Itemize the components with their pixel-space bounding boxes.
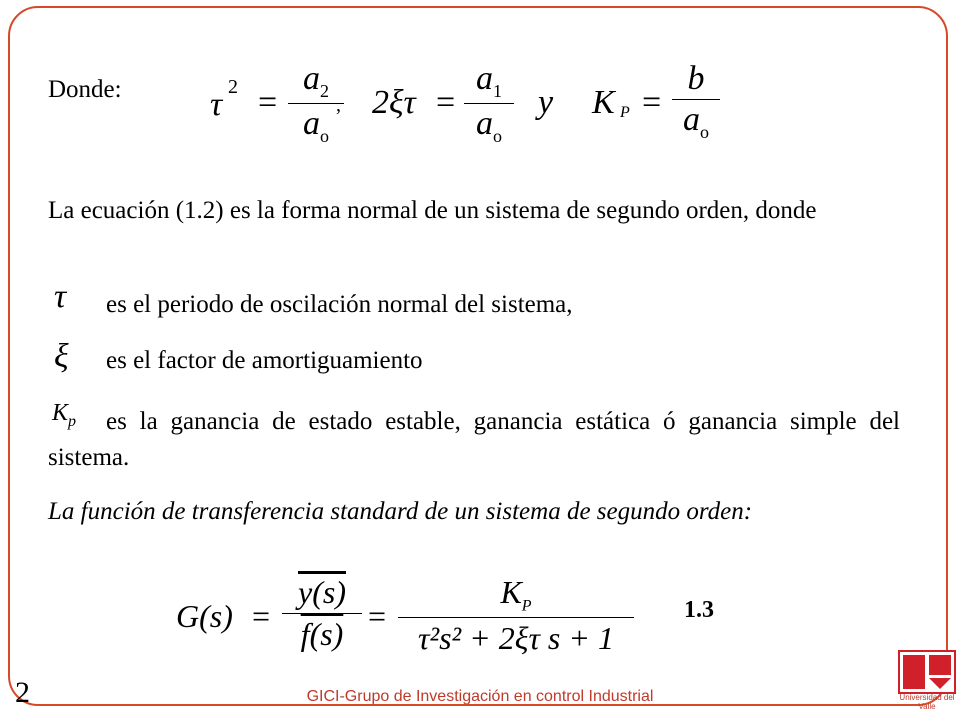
paragraph-normal-form: La ecuación (1.2) es la forma normal de un sistema de segundo orden, donde: [48, 197, 817, 224]
ao-var: a: [476, 104, 493, 142]
footer-text: GICI-Grupo de Investigación en control Industrial: [306, 688, 654, 705]
ao-var: a: [303, 104, 320, 142]
donde-label: Donde:: [48, 76, 122, 103]
comma: ,: [336, 94, 341, 116]
denominator-polynomial: τ²s² + 2ξτ s + 1: [418, 620, 614, 657]
university-logo-text: Universidad del Valle: [899, 693, 955, 711]
kp-num-sub: P: [521, 597, 532, 615]
b-var: b: [687, 60, 705, 97]
xi-item-text: es el factor de amortiguamiento: [106, 347, 423, 374]
fraction-a1-ao: [464, 60, 514, 147]
kp-item-sub: p: [68, 413, 77, 430]
tau-symbol: τ: [210, 86, 223, 123]
y-of-s: y(s): [298, 574, 346, 610]
kp-symbol: K: [592, 84, 615, 121]
ao-var: a: [683, 101, 700, 138]
xi-item-symbol: ξ: [54, 338, 69, 375]
two-xi-tau: 2ξτ: [372, 84, 416, 121]
page-number: 2: [15, 676, 30, 709]
paragraph-transfer-function: La función de transferencia standard de un sistema de segundo orden:: [48, 498, 753, 525]
tau-item-text: es el periodo de oscilación normal del sistema,: [106, 291, 573, 318]
fraction-b-ao: [672, 60, 720, 143]
equals-sign: =: [642, 84, 662, 121]
fraction-kp-denominator: [398, 574, 634, 657]
ao-sub: o: [493, 125, 502, 146]
ao-sub: o: [320, 125, 329, 146]
y-connector: y: [538, 84, 554, 121]
tau-exponent: 2: [228, 76, 238, 98]
fraction-y-f: [282, 574, 362, 653]
equals-sign: =: [368, 598, 387, 634]
a2-sub: 2: [320, 80, 329, 101]
ao-sub: o: [700, 121, 709, 142]
a1-sub: 1: [493, 80, 502, 101]
transfer-function-equation: [176, 572, 636, 664]
kp-item-text: es la ganancia de estado estable, ganancia estática ó ganancia simple del sistema.: [48, 408, 900, 471]
equals-sign: =: [258, 84, 278, 121]
kp-subscript: P: [620, 104, 630, 121]
equals-sign: =: [436, 84, 456, 121]
a1-var: a: [476, 60, 493, 97]
kp-item-k: K: [52, 400, 69, 426]
tau-item-symbol: τ: [54, 278, 67, 315]
g-of-s-text: G(s): [176, 598, 233, 634]
kp-num: K: [500, 574, 522, 610]
a2-var: a: [303, 60, 320, 97]
g-of-s: [176, 598, 233, 635]
f-of-s: f(s): [300, 616, 344, 652]
equals-sign: =: [252, 598, 271, 634]
definitions-equation: [210, 58, 730, 150]
equation-number: 1.3: [684, 597, 714, 623]
